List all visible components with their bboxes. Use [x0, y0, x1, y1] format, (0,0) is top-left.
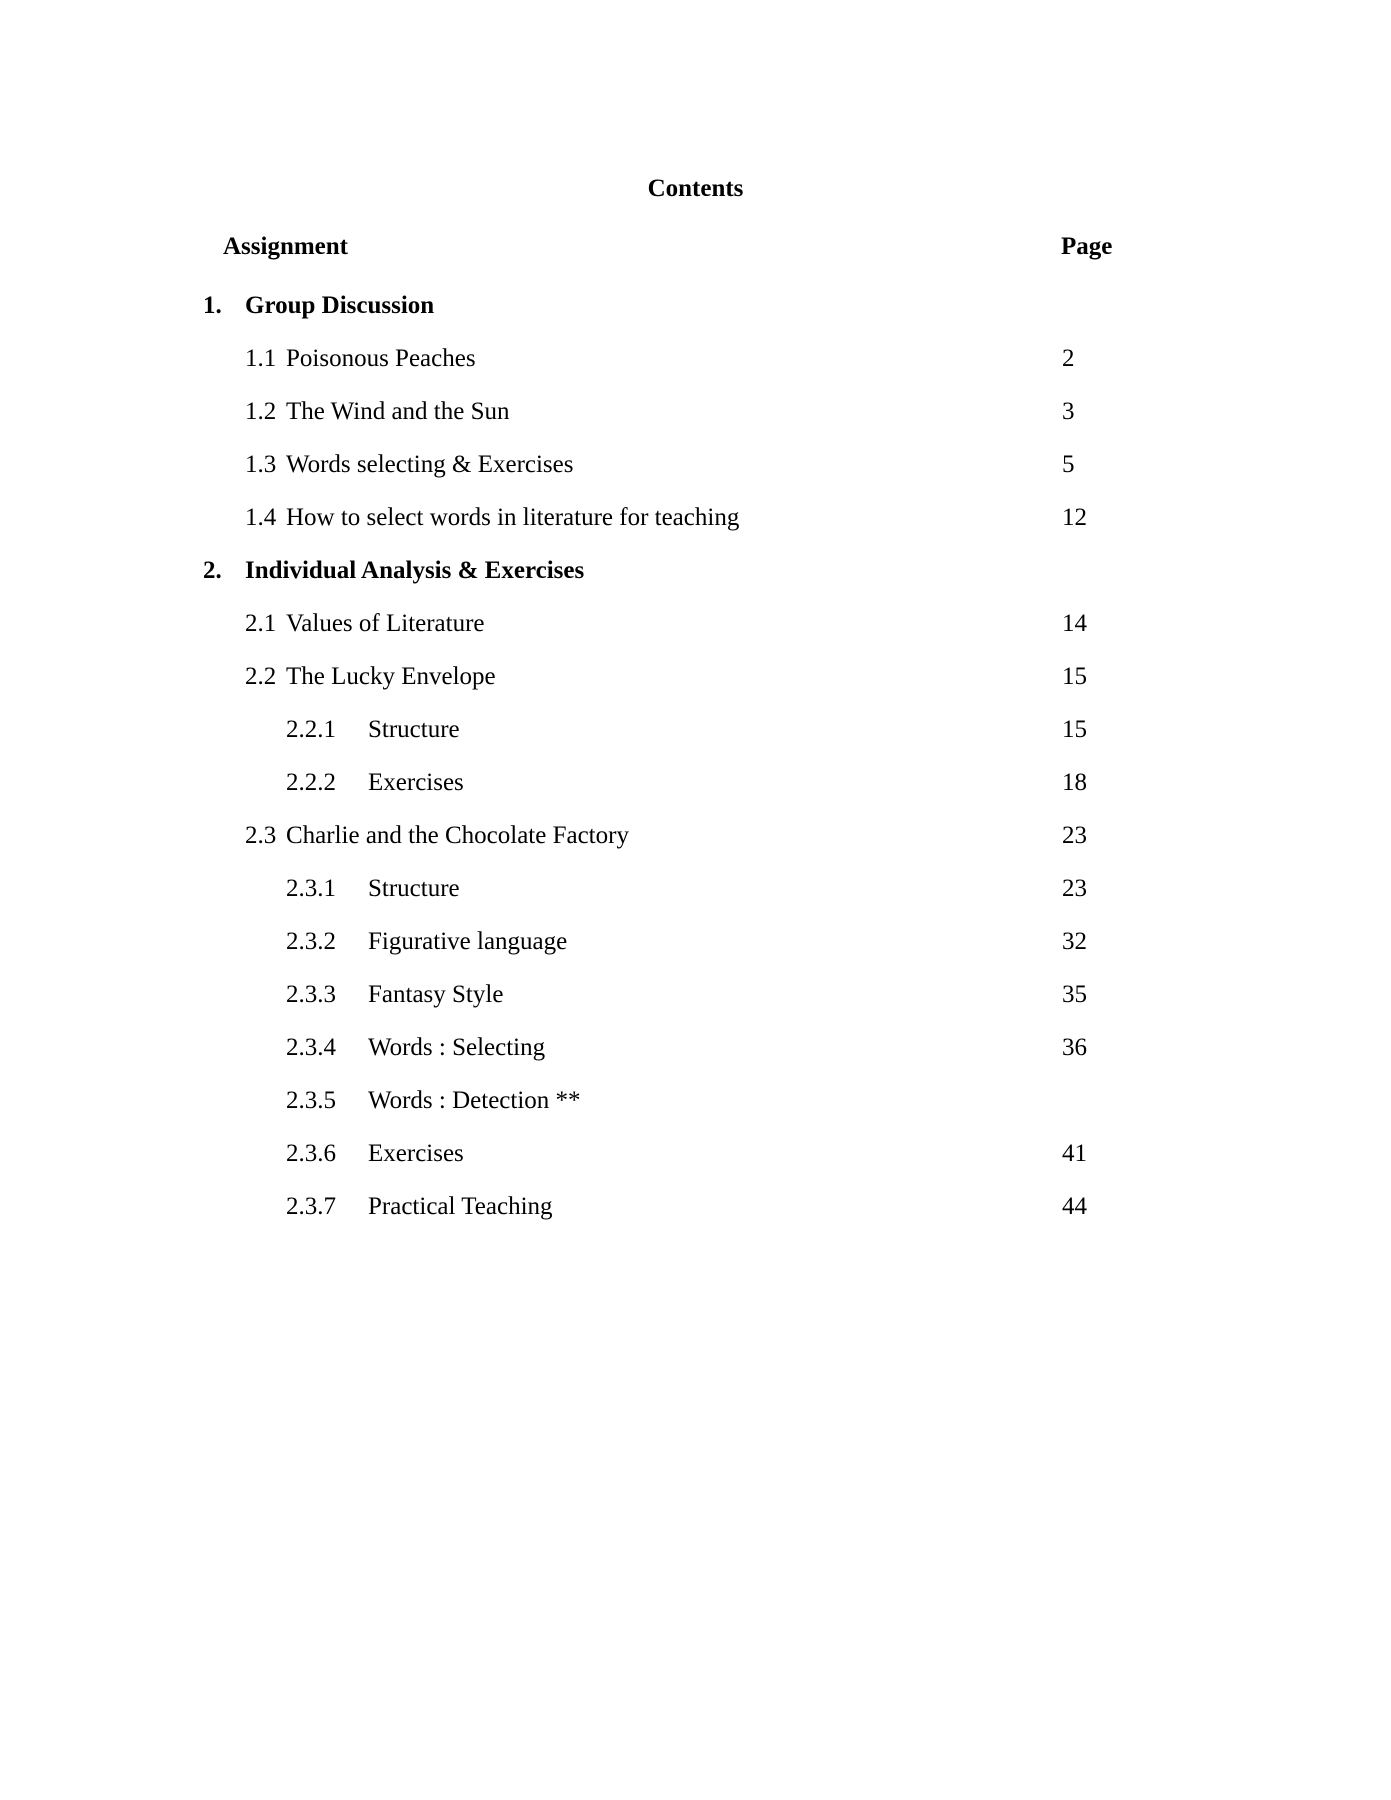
- toc-entry-number: 1.: [203, 292, 222, 319]
- page-title: Contents: [647, 175, 744, 202]
- toc-entry-page: 15: [1062, 716, 1087, 743]
- toc-entry-title: Group Discussion: [245, 292, 435, 319]
- toc-entry-title: Poisonous Peaches: [286, 345, 476, 372]
- toc-entry-title: How to select words in literature for teaching: [286, 504, 740, 531]
- toc-entry-number: 2.2.1: [286, 716, 336, 743]
- toc-entry-title: Words selecting & Exercises: [286, 451, 574, 478]
- toc-entry-page: 14: [1062, 610, 1087, 637]
- toc-entry-number: 2.3.3: [286, 981, 336, 1008]
- toc-entry-title: Values of Literature: [286, 610, 485, 637]
- toc-entry-title: Individual Analysis & Exercises: [245, 557, 585, 584]
- toc-entry: [0, 867, 1391, 920]
- toc-entry: [0, 708, 1391, 761]
- toc-entry-page: 35: [1062, 981, 1087, 1008]
- toc-entry-page: 36: [1062, 1034, 1087, 1061]
- toc-entry-page: 44: [1062, 1193, 1087, 1220]
- toc-entry-page: 12: [1062, 504, 1087, 531]
- toc-entry: [0, 973, 1391, 1026]
- toc-entry-title: Structure: [368, 716, 460, 743]
- toc-entry-number: 2.3: [245, 822, 277, 849]
- toc-entry-number: 1.2: [245, 398, 277, 425]
- toc-entry-title: The Wind and the Sun: [286, 398, 510, 425]
- toc-entry-title: Exercises: [368, 1140, 464, 1167]
- toc-entry: [0, 1132, 1391, 1185]
- page-column-header: Page: [1061, 233, 1113, 260]
- toc-entry-page: 5: [1062, 451, 1075, 478]
- toc-entry-number: 2.1: [245, 610, 277, 637]
- toc-entry: [0, 496, 1391, 549]
- toc-entry-title: Charlie and the Chocolate Factory: [286, 822, 629, 849]
- assignment-column-header: Assignment: [223, 233, 349, 260]
- toc-entry: [0, 337, 1391, 390]
- toc-entry: [0, 390, 1391, 443]
- toc-entry-number: 2.2.2: [286, 769, 336, 796]
- toc-entry-title: Words : Selecting: [368, 1034, 546, 1061]
- toc-entry-number: 2.3.4: [286, 1034, 336, 1061]
- toc-entry: [0, 602, 1391, 655]
- toc-entry-page: 41: [1062, 1140, 1087, 1167]
- toc-entry: [0, 549, 1391, 602]
- toc-entry: [0, 284, 1391, 337]
- toc-entry-page: 32: [1062, 928, 1087, 955]
- toc-entry-page: 3: [1062, 398, 1075, 425]
- toc-entry-title: Words : Detection **: [368, 1087, 581, 1114]
- toc-entry-number: 2.3.7: [286, 1193, 336, 1220]
- toc-entry-page: 15: [1062, 663, 1087, 690]
- toc-entry-number: 2.: [203, 557, 222, 584]
- toc-entry-title: Figurative language: [368, 928, 568, 955]
- table-of-contents: [0, 284, 1391, 1238]
- toc-entry: [0, 814, 1391, 867]
- toc-entry-title: Fantasy Style: [368, 981, 504, 1008]
- toc-entry-title: Exercises: [368, 769, 464, 796]
- toc-entry-number: 2.2: [245, 663, 277, 690]
- toc-entry: [0, 443, 1391, 496]
- toc-entry: [0, 655, 1391, 708]
- toc-entry: [0, 1026, 1391, 1079]
- toc-entry: [0, 920, 1391, 973]
- toc-entry: [0, 1079, 1391, 1132]
- toc-entry-title: Structure: [368, 875, 460, 902]
- toc-entry-page: 23: [1062, 875, 1087, 902]
- toc-entry: [0, 1185, 1391, 1238]
- toc-entry-page: 23: [1062, 822, 1087, 849]
- toc-entry-page: 18: [1062, 769, 1087, 796]
- toc-entry-title: Practical Teaching: [368, 1193, 553, 1220]
- toc-entry-number: 2.3.1: [286, 875, 336, 902]
- toc-entry-title: The Lucky Envelope: [286, 663, 496, 690]
- toc-entry-number: 1.3: [245, 451, 277, 478]
- toc-entry-number: 2.3.5: [286, 1087, 336, 1114]
- toc-entry-number: 2.3.2: [286, 928, 336, 955]
- toc-entry: [0, 761, 1391, 814]
- toc-entry-number: 1.4: [245, 504, 277, 531]
- toc-entry-page: 2: [1062, 345, 1075, 372]
- toc-entry-number: 1.1: [245, 345, 277, 372]
- toc-entry-number: 2.3.6: [286, 1140, 336, 1167]
